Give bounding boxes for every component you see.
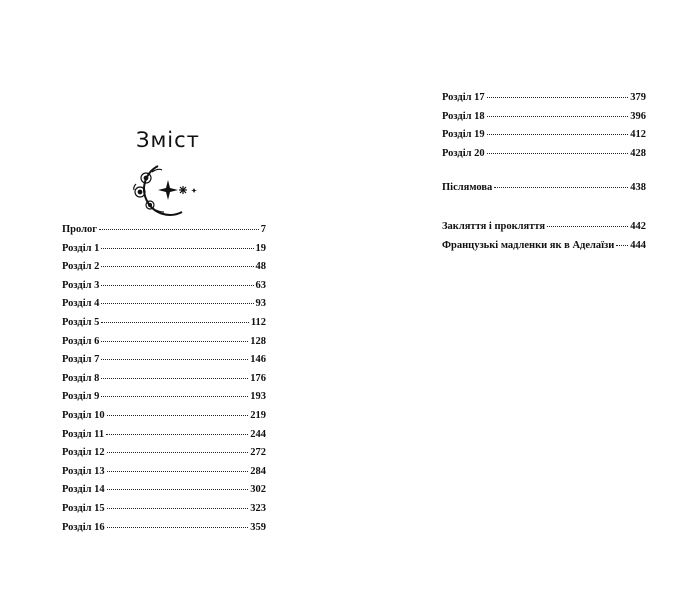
entry-page: 444 <box>630 239 646 251</box>
entry-label: Розділ 5 <box>62 316 100 328</box>
dot-leader <box>101 266 253 267</box>
dot-leader <box>101 341 248 342</box>
toc-entry <box>62 522 266 541</box>
entry-page: 442 <box>630 220 646 232</box>
entry-label: Пролог <box>62 224 98 235</box>
entry-page: 284 <box>250 465 266 477</box>
entry-label: Розділ 12 <box>62 447 105 459</box>
entry-page: 63 <box>255 279 266 291</box>
entry-label: Розділ 13 <box>62 465 105 477</box>
entry-page: 379 <box>630 92 646 103</box>
entry-page: 146 <box>250 354 266 366</box>
toc-entry <box>442 129 646 148</box>
entry-label: Розділ 19 <box>442 129 485 141</box>
toc-entry <box>62 391 266 410</box>
toc-entry <box>442 221 646 240</box>
entry-label: Розділ 18 <box>442 110 485 122</box>
dot-leader <box>101 359 248 360</box>
toc-entry <box>442 182 646 201</box>
dot-leader <box>101 378 248 379</box>
toc-entry <box>62 466 266 485</box>
entry-page: 272 <box>250 447 266 459</box>
entry-page: 112 <box>250 316 266 328</box>
entry-label: Розділ 10 <box>62 409 105 421</box>
dot-leader <box>616 245 628 246</box>
dot-leader <box>487 134 629 135</box>
toc-entry <box>62 298 266 317</box>
entry-label: Розділ 2 <box>62 261 100 273</box>
toc-title: Зміст <box>136 128 200 152</box>
entry-label: Розділ 7 <box>62 354 100 366</box>
entry-label: Розділ 11 <box>62 428 105 440</box>
dot-leader <box>101 303 253 304</box>
entry-page: 19 <box>255 242 266 254</box>
toc-entry <box>62 484 266 503</box>
entry-page: 412 <box>630 129 646 141</box>
entry-page: 244 <box>250 428 266 440</box>
entry-label: Розділ 20 <box>442 147 485 159</box>
toc-entry <box>62 503 266 522</box>
dot-leader <box>107 415 249 416</box>
entry-label: Французькі мадленки як в Аделаїзи <box>442 239 615 251</box>
toc-entry <box>62 280 266 299</box>
toc-entry <box>442 111 646 130</box>
entry-page: 396 <box>630 110 646 122</box>
dot-leader <box>101 396 248 397</box>
dot-leader <box>107 527 249 528</box>
entry-page: 128 <box>250 335 266 347</box>
entry-page: 48 <box>255 261 266 273</box>
toc-entry <box>62 447 266 466</box>
dot-leader <box>101 322 248 323</box>
entry-label: Розділ 1 <box>62 242 100 254</box>
left-page <box>0 0 345 601</box>
dot-leader <box>107 489 249 490</box>
dot-leader <box>107 452 249 453</box>
dot-leader <box>107 508 249 509</box>
entry-label: Закляття і прокляття <box>442 220 546 232</box>
entry-page: 219 <box>250 409 266 421</box>
toc-entry <box>62 224 266 243</box>
entry-label: Розділ 8 <box>62 372 100 384</box>
toc-entry <box>442 92 646 111</box>
toc-list-right <box>442 92 646 258</box>
entry-label: Розділ 16 <box>62 521 105 533</box>
entry-label: Розділ 14 <box>62 484 105 496</box>
toc-list-left <box>62 224 266 540</box>
entry-page: 93 <box>255 298 266 310</box>
entry-label: Розділ 6 <box>62 335 100 347</box>
dot-leader <box>487 153 629 154</box>
toc-entry <box>62 373 266 392</box>
entry-page: 302 <box>250 484 266 496</box>
dot-leader <box>101 248 253 249</box>
entry-page: 323 <box>250 502 266 514</box>
dot-leader <box>107 471 249 472</box>
moon-flowers-star-icon <box>128 160 204 220</box>
toc-entry <box>62 410 266 429</box>
dot-leader <box>106 434 248 435</box>
entry-page: 7 <box>260 224 266 235</box>
dot-leader <box>99 229 259 230</box>
toc-entry <box>62 261 266 280</box>
dot-leader <box>487 97 629 98</box>
entry-label: Розділ 9 <box>62 391 100 403</box>
dot-leader <box>487 116 629 117</box>
dot-leader <box>494 187 628 188</box>
toc-entry <box>62 354 266 373</box>
dot-leader <box>101 285 253 286</box>
toc-entry <box>62 243 266 262</box>
toc-entry <box>62 317 266 336</box>
entry-page: 193 <box>250 391 266 403</box>
entry-label: Розділ 15 <box>62 502 105 514</box>
entry-page: 438 <box>630 182 646 194</box>
entry-label: Розділ 17 <box>442 92 485 103</box>
entry-page: 176 <box>250 372 266 384</box>
entry-page: 428 <box>630 147 646 159</box>
entry-page: 359 <box>250 521 266 533</box>
toc-entry <box>442 240 646 259</box>
dot-leader <box>547 226 628 227</box>
toc-entry <box>62 336 266 355</box>
toc-entry <box>442 148 646 167</box>
entry-label: Розділ 3 <box>62 279 100 291</box>
entry-label: Післямова <box>442 182 493 194</box>
toc-entry <box>62 429 266 448</box>
entry-label: Розділ 4 <box>62 298 100 310</box>
right-page <box>345 0 691 601</box>
